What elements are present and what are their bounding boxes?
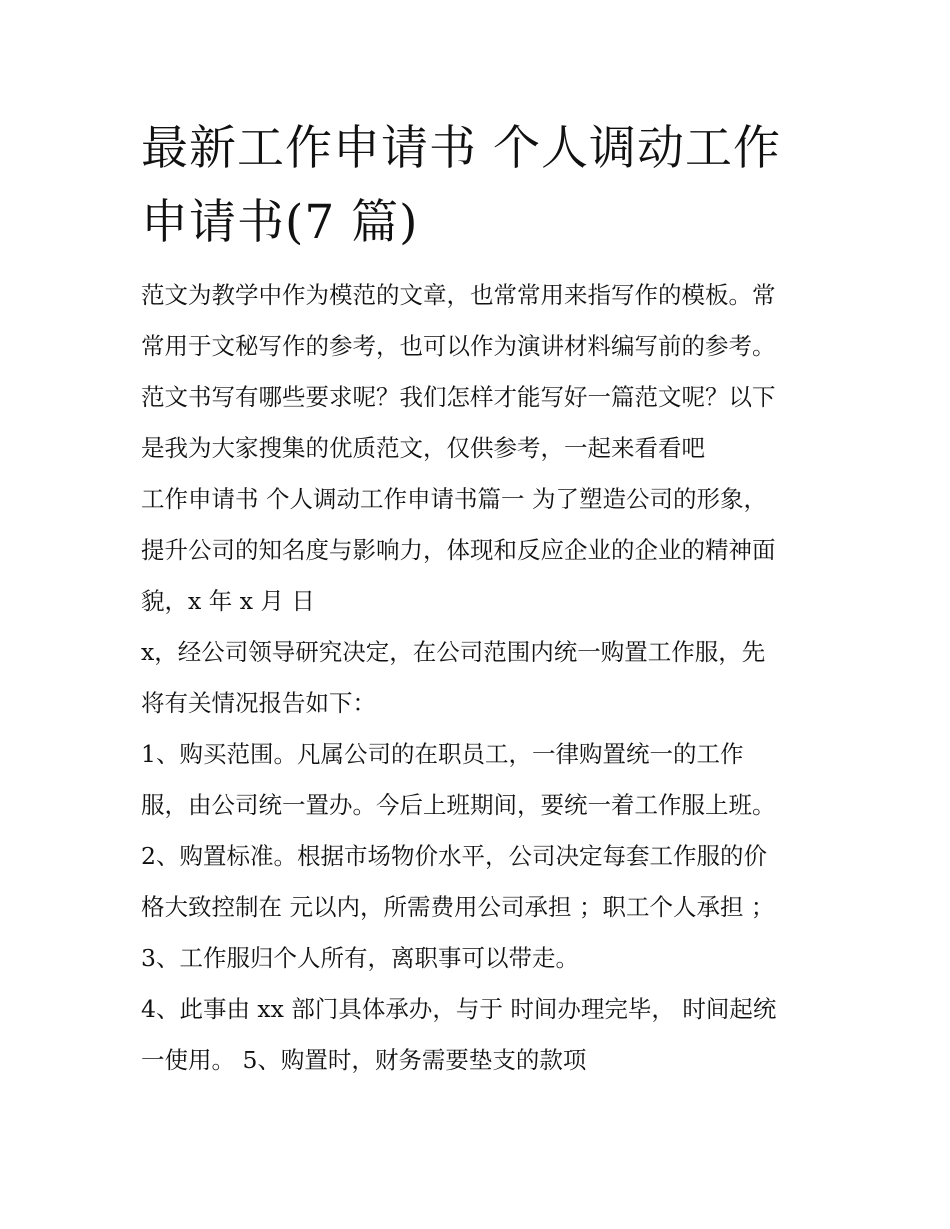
body-line: 常用于文秘写作的参考，也可以作为演讲材料编写前的参考。 <box>141 332 776 360</box>
document-title <box>141 112 821 260</box>
body-line: x，经公司领导研究决定，在公司范围内统一购置工作服，先 <box>141 638 766 666</box>
body-line: 貌，x 年 x 月 日 <box>141 587 315 615</box>
body-line: 工作申请书 个人调动工作申请书篇一 为了塑造公司的形象， <box>141 485 767 513</box>
body-line: 2、购置标准。根据市场物价水平，公司决定每套工作服的价 <box>141 842 767 870</box>
body-line: 1、购买范围。凡属公司的在职员工，一律购置统一的工作 <box>141 740 744 768</box>
title-line: 申请书(7 篇) <box>141 195 419 250</box>
body-line: 提升公司的知名度与影响力，体现和反应企业的企业的精神面 <box>141 536 776 564</box>
title-line: 最新工作申请书 个人调动工作 <box>141 121 781 176</box>
body-line: 是我为大家搜集的优质范文，仅供参考，一起来看看吧 <box>141 434 705 462</box>
body-line: 一使用。 5、购置时，财务需要垫支的款项 <box>141 1046 587 1074</box>
body-line: 范文书写有哪些要求呢？我们怎样才能写好一篇范文呢？以下 <box>141 383 776 411</box>
body-line: 将有关情况报告如下： <box>141 689 376 717</box>
body-line: 3、工作服归个人所有，离职事可以带走。 <box>141 944 579 972</box>
body-line: 格大致控制在 元以内，所需费用公司承担 ；职工个人承担 ； <box>141 893 775 921</box>
body-line: 4、此事由 xx 部门具体承办，与于 时间办理完毕， 时间起统 <box>141 995 777 1023</box>
document-body <box>141 270 821 1086</box>
body-line: 范文为教学中作为模范的文章，也常常用来指写作的模板。常 <box>141 281 776 309</box>
body-line: 服，由公司统一置办。今后上班期间，要统一着工作服上班。 <box>141 791 776 819</box>
document-page <box>141 112 821 1086</box>
